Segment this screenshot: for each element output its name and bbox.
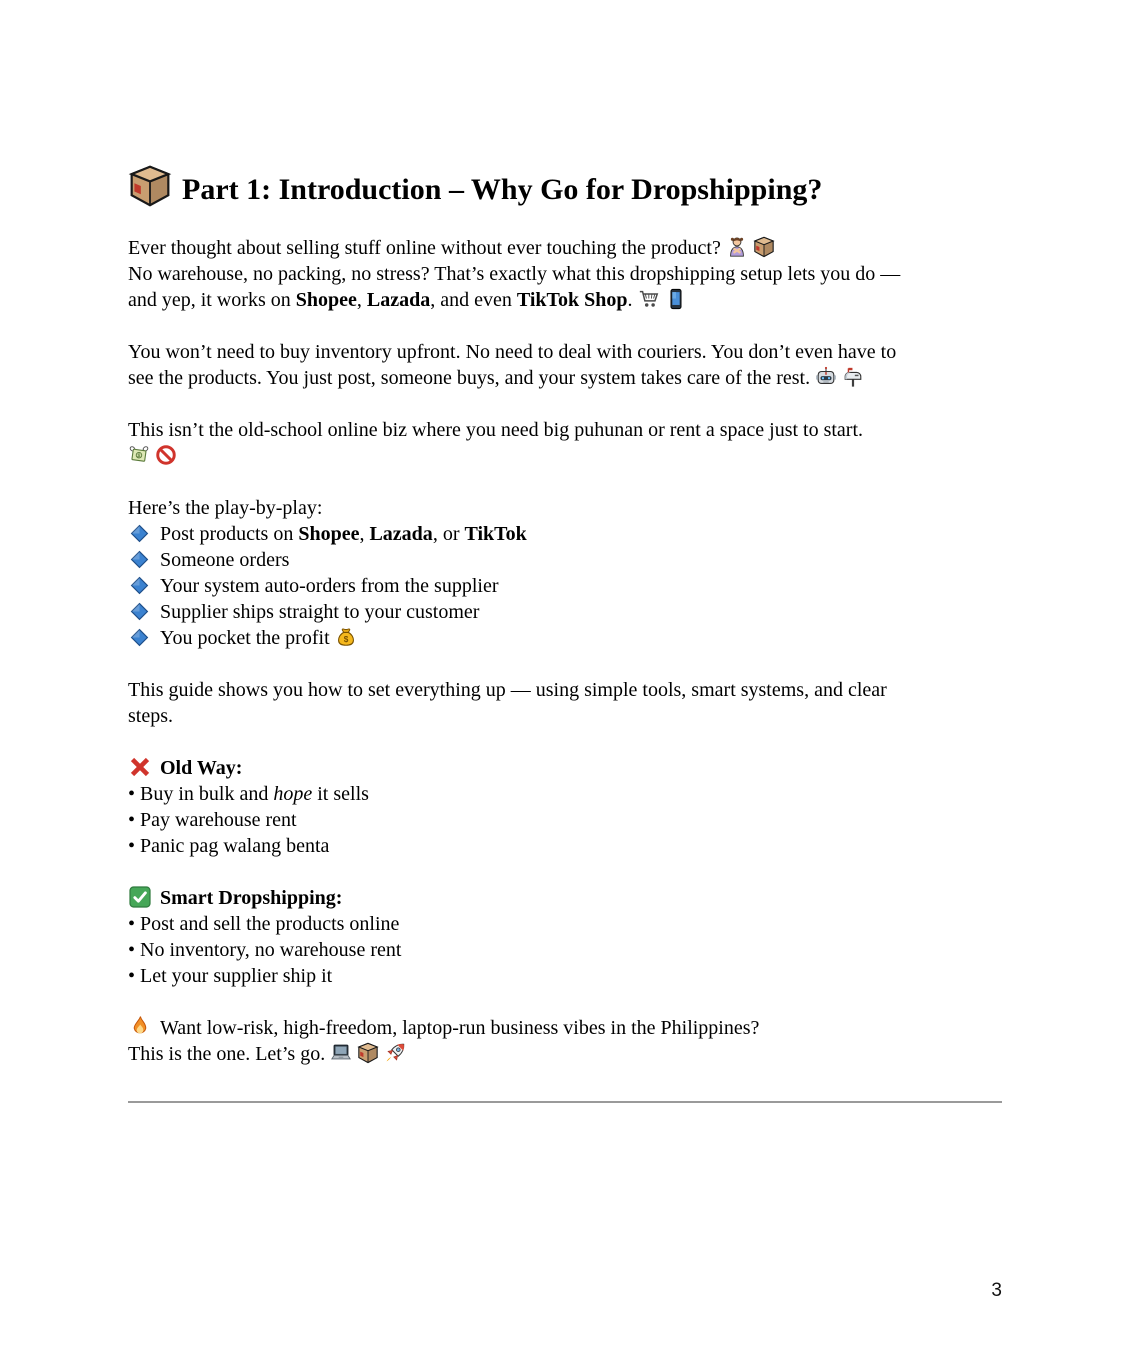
brand-lazada: Lazada: [366, 289, 431, 311]
play-by-play-list: [128, 495, 1002, 651]
package-icon: [128, 164, 172, 208]
guide-paragraph: [128, 677, 1002, 729]
no-inventory-line-2: see the products. You just post, someone buys, and your system takes care of the rest.: [128, 367, 811, 389]
list-item: • Pay warehouse rent: [128, 809, 297, 831]
separator: .: [627, 289, 633, 311]
list-item: • Panic pag walang benta: [128, 835, 330, 857]
package-icon: [357, 1042, 379, 1064]
page-number: 3: [991, 1280, 1002, 1301]
check-mark-icon: [128, 885, 152, 909]
outro-line-2: This is the one. Let’s go.: [128, 1043, 326, 1065]
separator: ,: [359, 523, 370, 545]
outro-line-1: Want low-risk, high-freedom, laptop-run business vibes in the Philippines?: [160, 1017, 760, 1039]
separator: , or: [432, 523, 465, 545]
section-title-text: Part 1: Introduction – Why Go for Dropshipping?: [182, 173, 823, 206]
cross-mark-icon: [128, 755, 152, 779]
prohibited-icon: [155, 444, 177, 466]
list-item: Someone orders: [160, 549, 290, 571]
list-item: Your system auto-orders from the supplier: [160, 575, 499, 597]
old-way-heading: Old Way:: [160, 757, 243, 779]
fire-icon: [128, 1015, 152, 1039]
intro-line-2: No warehouse, no packing, no stress? That’s exactly what this dropshipping setup lets you do —: [128, 263, 901, 285]
list-item: • Post and sell the products online: [128, 913, 400, 935]
list-item: Supplier ships straight to your customer: [160, 601, 480, 623]
blue-diamond-icon: [130, 524, 149, 543]
svg-text:$: $: [136, 453, 141, 460]
guide-line-1: This guide shows you how to set everything up — using simple tools, smart systems, and clear: [128, 679, 887, 701]
blue-diamond-icon: [130, 550, 149, 569]
brand-tiktok-shop: TikTok Shop: [516, 289, 628, 311]
money-bag-icon: [335, 626, 357, 648]
smart-dropshipping-section: [128, 885, 1002, 989]
blue-diamond-icon: [130, 602, 149, 621]
separator: , and even: [430, 289, 517, 311]
list-item: it sells: [312, 783, 369, 805]
rocket-icon: [384, 1042, 406, 1064]
laptop-icon: [330, 1042, 352, 1064]
old-school-line-1: This isn’t the old-school online biz where you need big puhunan or rent a space just to start.: [128, 419, 864, 441]
package-icon: [753, 236, 775, 258]
svg-text:$: $: [343, 634, 348, 644]
section-title: [128, 164, 1002, 213]
no-inventory-paragraph: [128, 339, 1002, 391]
shopping-cart-icon: [638, 288, 660, 310]
brand-shopee: Shopee: [295, 289, 357, 311]
mobile-phone-icon: [665, 288, 687, 310]
document-content: [128, 164, 1002, 1103]
blue-diamond-icon: [130, 576, 149, 595]
old-school-paragraph: [128, 417, 1002, 469]
list-item: You pocket the profit: [160, 627, 330, 649]
old-way-section: [128, 755, 1002, 859]
list-item: • Buy in bulk and: [128, 783, 274, 805]
brand-lazada: Lazada: [369, 523, 433, 545]
outro-paragraph: [128, 1015, 1002, 1067]
list-item: Post products on: [160, 523, 299, 545]
intro-paragraph: [128, 235, 1002, 313]
person-gesturing-no-icon: [726, 236, 748, 258]
robot-icon: [815, 366, 837, 388]
separator: ,: [356, 289, 367, 311]
money-with-wings-icon: [128, 444, 150, 466]
intro-line-1: Ever thought about selling stuff online without ever touching the product?: [128, 237, 721, 259]
mailbox-icon: [842, 366, 864, 388]
no-inventory-line-1: You won’t need to buy inventory upfront. No need to deal with couriers. You don’t even have to: [128, 341, 897, 363]
list-item: • No inventory, no warehouse rent: [128, 939, 402, 961]
play-by-play-heading: Here’s the play-by-play:: [128, 497, 323, 519]
list-item: • Let your supplier ship it: [128, 965, 333, 987]
emphasis-hope: hope: [273, 783, 313, 805]
blue-diamond-icon: [130, 628, 149, 647]
smart-dropshipping-heading: Smart Dropshipping:: [160, 887, 343, 909]
section-divider: [128, 1101, 1002, 1103]
brand-tiktok: TikTok: [464, 523, 527, 545]
brand-shopee: Shopee: [298, 523, 360, 545]
intro-line-3: and yep, it works on: [128, 289, 296, 311]
guide-line-2: steps.: [128, 705, 173, 727]
